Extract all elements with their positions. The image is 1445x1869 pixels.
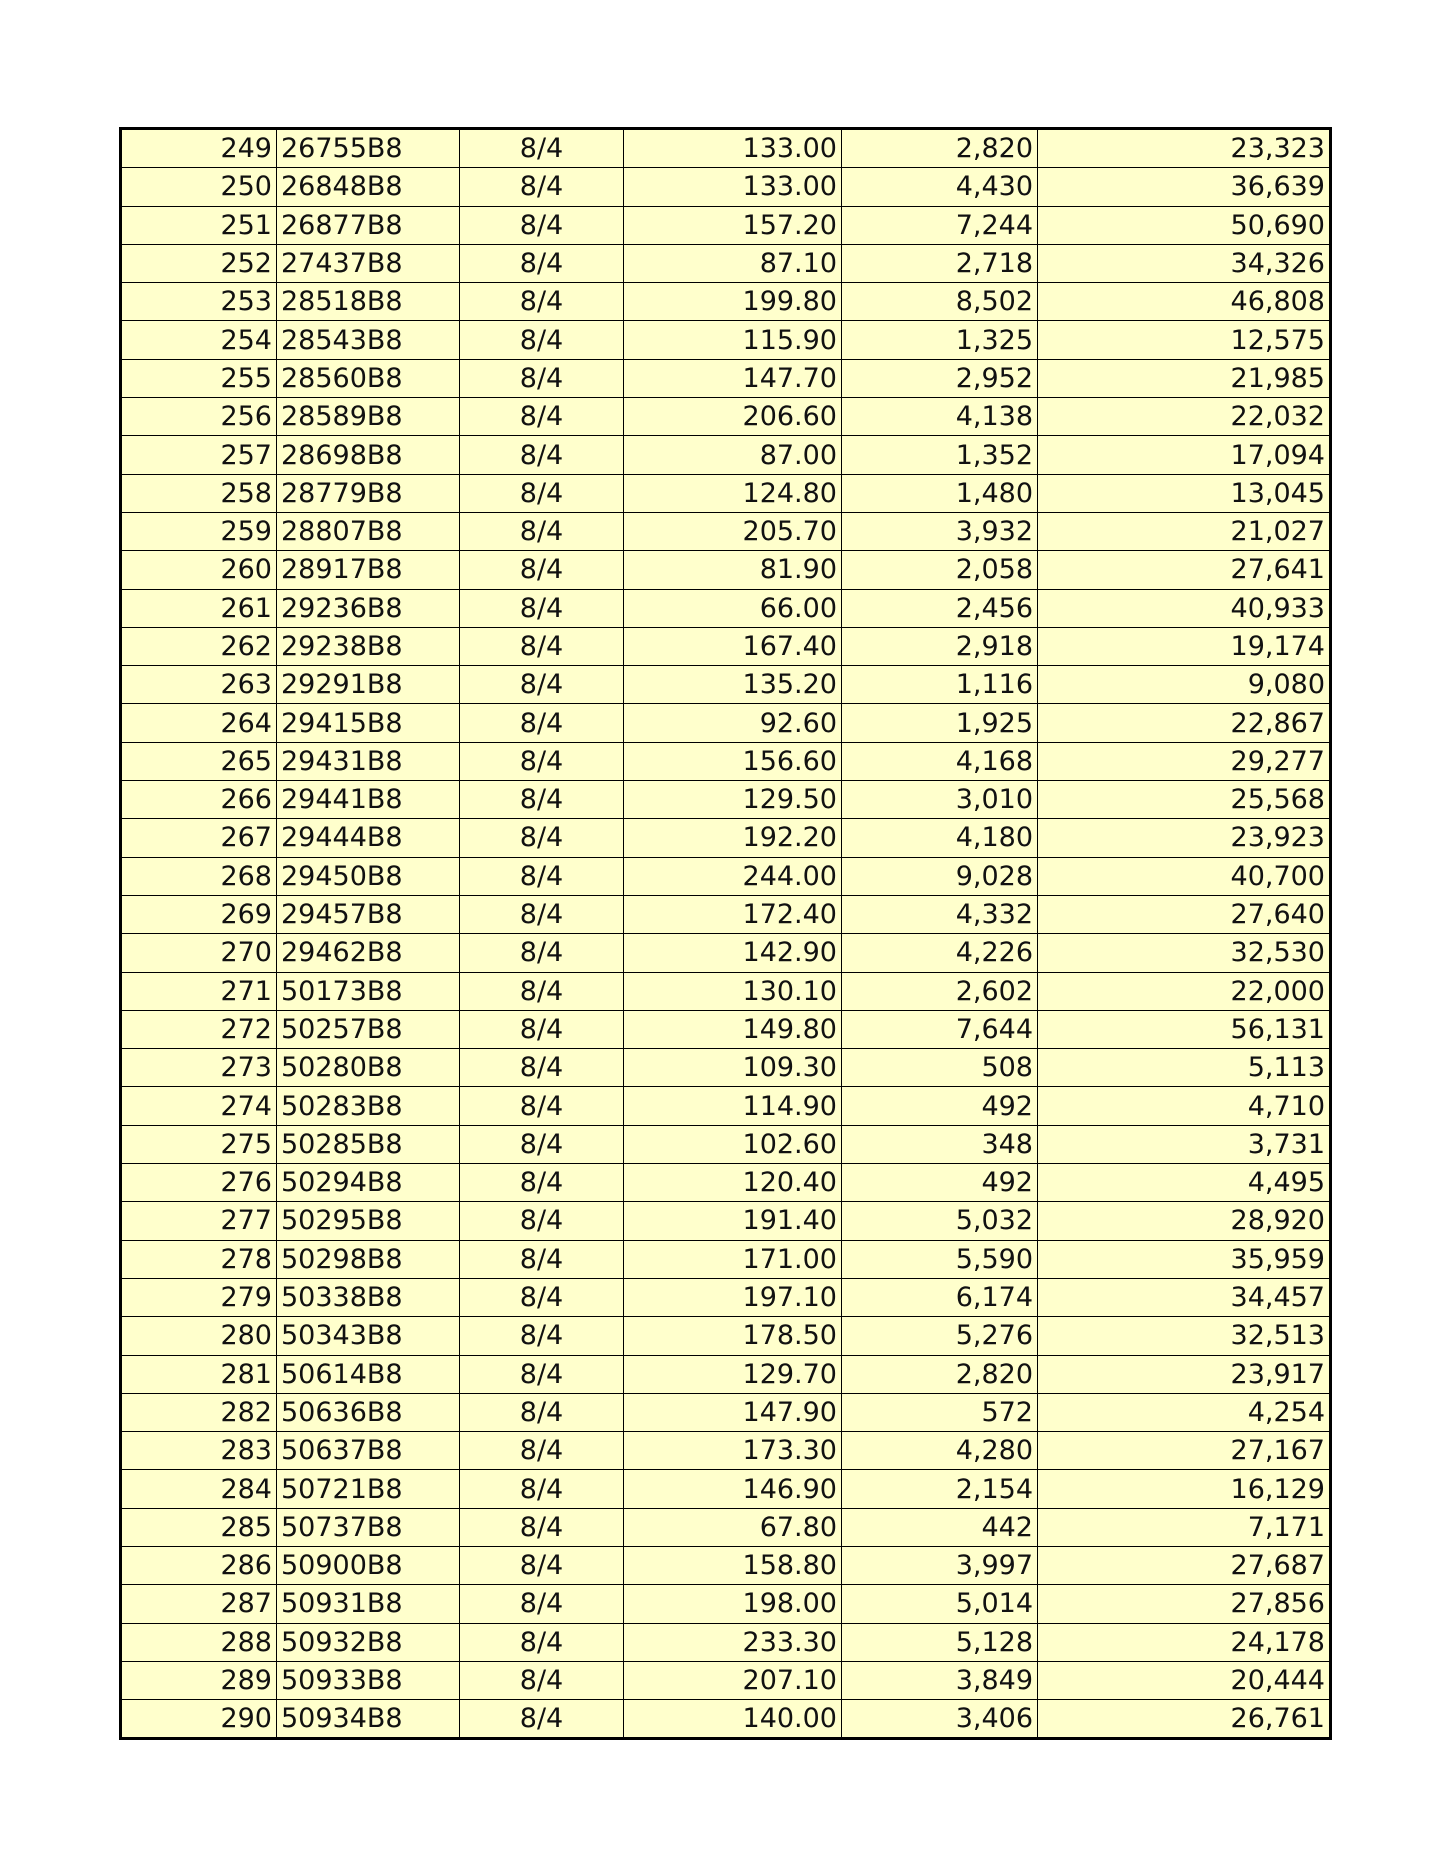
row-number-cell: 282 [121, 1393, 277, 1431]
row-number-cell: 277 [121, 1202, 277, 1240]
size-cell: 8/4 [460, 436, 624, 474]
value-b-cell: 492 [842, 1164, 1038, 1202]
row-number-cell: 284 [121, 1470, 277, 1508]
size-cell: 8/4 [460, 895, 624, 933]
item-code-cell: 29291B8 [277, 666, 460, 704]
value-b-cell: 3,406 [842, 1700, 1038, 1739]
value-a-cell: 192.20 [624, 819, 842, 857]
item-code-cell: 28518B8 [277, 283, 460, 321]
size-cell: 8/4 [460, 819, 624, 857]
value-c-cell: 23,323 [1038, 129, 1331, 168]
size-cell: 8/4 [460, 1049, 624, 1087]
value-c-cell: 5,113 [1038, 1049, 1331, 1087]
value-b-cell: 3,932 [842, 512, 1038, 550]
value-c-cell: 22,032 [1038, 398, 1331, 436]
item-code-cell: 28807B8 [277, 512, 460, 550]
row-number-cell: 270 [121, 934, 277, 972]
value-a-cell: 158.80 [624, 1546, 842, 1584]
size-cell: 8/4 [460, 206, 624, 244]
item-code-cell: 50932B8 [277, 1623, 460, 1661]
row-number-cell: 280 [121, 1317, 277, 1355]
row-number-cell: 264 [121, 704, 277, 742]
table-row [121, 1202, 1331, 1240]
value-b-cell: 2,058 [842, 551, 1038, 589]
row-number-cell: 269 [121, 895, 277, 933]
table-row [121, 666, 1331, 704]
table-row [121, 474, 1331, 512]
row-number-cell: 278 [121, 1240, 277, 1278]
value-c-cell: 17,094 [1038, 436, 1331, 474]
size-cell: 8/4 [460, 474, 624, 512]
value-c-cell: 13,045 [1038, 474, 1331, 512]
value-a-cell: 109.30 [624, 1049, 842, 1087]
value-c-cell: 50,690 [1038, 206, 1331, 244]
item-code-cell: 29457B8 [277, 895, 460, 933]
table-row [121, 244, 1331, 282]
value-c-cell: 23,917 [1038, 1355, 1331, 1393]
item-code-cell: 26877B8 [277, 206, 460, 244]
table-row [121, 627, 1331, 665]
size-cell: 8/4 [460, 551, 624, 589]
table-row [121, 398, 1331, 436]
value-a-cell: 142.90 [624, 934, 842, 972]
value-b-cell: 3,997 [842, 1546, 1038, 1584]
size-cell: 8/4 [460, 1508, 624, 1546]
value-c-cell: 27,640 [1038, 895, 1331, 933]
value-b-cell: 5,276 [842, 1317, 1038, 1355]
value-a-cell: 147.90 [624, 1393, 842, 1431]
value-a-cell: 191.40 [624, 1202, 842, 1240]
row-number-cell: 257 [121, 436, 277, 474]
row-number-cell: 273 [121, 1049, 277, 1087]
value-a-cell: 172.40 [624, 895, 842, 933]
row-number-cell: 272 [121, 1010, 277, 1048]
value-c-cell: 4,495 [1038, 1164, 1331, 1202]
value-b-cell: 2,154 [842, 1470, 1038, 1508]
table-row [121, 1278, 1331, 1316]
item-code-cell: 50285B8 [277, 1125, 460, 1163]
value-c-cell: 34,326 [1038, 244, 1331, 282]
size-cell: 8/4 [460, 1393, 624, 1431]
row-number-cell: 287 [121, 1585, 277, 1623]
value-c-cell: 36,639 [1038, 168, 1331, 206]
value-c-cell: 19,174 [1038, 627, 1331, 665]
table-row [121, 168, 1331, 206]
item-code-cell: 50614B8 [277, 1355, 460, 1393]
item-code-cell: 29450B8 [277, 857, 460, 895]
table-row [121, 512, 1331, 550]
value-a-cell: 206.60 [624, 398, 842, 436]
row-number-cell: 254 [121, 321, 277, 359]
value-c-cell: 16,129 [1038, 1470, 1331, 1508]
size-cell: 8/4 [460, 1623, 624, 1661]
value-b-cell: 4,280 [842, 1432, 1038, 1470]
item-code-cell: 50933B8 [277, 1661, 460, 1699]
value-b-cell: 492 [842, 1087, 1038, 1125]
item-code-cell: 50931B8 [277, 1585, 460, 1623]
value-a-cell: 207.10 [624, 1661, 842, 1699]
value-c-cell: 21,985 [1038, 359, 1331, 397]
value-a-cell: 67.80 [624, 1508, 842, 1546]
value-b-cell: 4,138 [842, 398, 1038, 436]
row-number-cell: 251 [121, 206, 277, 244]
value-c-cell: 3,731 [1038, 1125, 1331, 1163]
row-number-cell: 258 [121, 474, 277, 512]
value-a-cell: 197.10 [624, 1278, 842, 1316]
value-b-cell: 9,028 [842, 857, 1038, 895]
size-cell: 8/4 [460, 781, 624, 819]
row-number-cell: 275 [121, 1125, 277, 1163]
value-b-cell: 2,820 [842, 1355, 1038, 1393]
value-a-cell: 115.90 [624, 321, 842, 359]
row-number-cell: 268 [121, 857, 277, 895]
size-cell: 8/4 [460, 1432, 624, 1470]
row-number-cell: 250 [121, 168, 277, 206]
value-c-cell: 32,513 [1038, 1317, 1331, 1355]
value-a-cell: 244.00 [624, 857, 842, 895]
table-row [121, 359, 1331, 397]
table-row [121, 551, 1331, 589]
table-row [121, 589, 1331, 627]
size-cell: 8/4 [460, 1700, 624, 1739]
value-c-cell: 4,710 [1038, 1087, 1331, 1125]
size-cell: 8/4 [460, 704, 624, 742]
table-row [121, 1700, 1331, 1739]
value-c-cell: 4,254 [1038, 1393, 1331, 1431]
value-a-cell: 81.90 [624, 551, 842, 589]
value-b-cell: 7,244 [842, 206, 1038, 244]
size-cell: 8/4 [460, 168, 624, 206]
item-code-cell: 27437B8 [277, 244, 460, 282]
value-a-cell: 129.50 [624, 781, 842, 819]
value-b-cell: 3,010 [842, 781, 1038, 819]
item-code-cell: 50934B8 [277, 1700, 460, 1739]
value-a-cell: 129.70 [624, 1355, 842, 1393]
item-code-cell: 50295B8 [277, 1202, 460, 1240]
value-a-cell: 205.70 [624, 512, 842, 550]
value-a-cell: 146.90 [624, 1470, 842, 1508]
size-cell: 8/4 [460, 972, 624, 1010]
value-c-cell: 23,923 [1038, 819, 1331, 857]
size-cell: 8/4 [460, 512, 624, 550]
table-row [121, 1049, 1331, 1087]
item-code-cell: 29415B8 [277, 704, 460, 742]
value-b-cell: 1,925 [842, 704, 1038, 742]
value-a-cell: 171.00 [624, 1240, 842, 1278]
value-b-cell: 2,456 [842, 589, 1038, 627]
size-cell: 8/4 [460, 1164, 624, 1202]
row-number-cell: 260 [121, 551, 277, 589]
item-code-cell: 29441B8 [277, 781, 460, 819]
table-row [121, 1087, 1331, 1125]
item-code-cell: 28698B8 [277, 436, 460, 474]
value-c-cell: 40,933 [1038, 589, 1331, 627]
item-code-cell: 26755B8 [277, 129, 460, 168]
row-number-cell: 267 [121, 819, 277, 857]
value-a-cell: 130.10 [624, 972, 842, 1010]
value-c-cell: 25,568 [1038, 781, 1331, 819]
table-row [121, 321, 1331, 359]
value-b-cell: 7,644 [842, 1010, 1038, 1048]
size-cell: 8/4 [460, 1355, 624, 1393]
table-row [121, 819, 1331, 857]
value-b-cell: 4,226 [842, 934, 1038, 972]
value-c-cell: 26,761 [1038, 1700, 1331, 1739]
row-number-cell: 283 [121, 1432, 277, 1470]
value-c-cell: 40,700 [1038, 857, 1331, 895]
table-row [121, 436, 1331, 474]
table-row [121, 972, 1331, 1010]
size-cell: 8/4 [460, 1546, 624, 1584]
table-row [121, 1317, 1331, 1355]
value-b-cell: 2,952 [842, 359, 1038, 397]
item-code-cell: 50900B8 [277, 1546, 460, 1584]
value-b-cell: 5,032 [842, 1202, 1038, 1240]
value-c-cell: 34,457 [1038, 1278, 1331, 1316]
value-c-cell: 28,920 [1038, 1202, 1331, 1240]
value-c-cell: 27,641 [1038, 551, 1331, 589]
item-code-cell: 28589B8 [277, 398, 460, 436]
value-b-cell: 508 [842, 1049, 1038, 1087]
table-row [121, 1661, 1331, 1699]
table-row [121, 1432, 1331, 1470]
row-number-cell: 289 [121, 1661, 277, 1699]
value-a-cell: 149.80 [624, 1010, 842, 1048]
value-b-cell: 1,480 [842, 474, 1038, 512]
row-number-cell: 255 [121, 359, 277, 397]
value-a-cell: 156.60 [624, 742, 842, 780]
value-a-cell: 92.60 [624, 704, 842, 742]
item-code-cell: 50721B8 [277, 1470, 460, 1508]
size-cell: 8/4 [460, 627, 624, 665]
value-c-cell: 27,167 [1038, 1432, 1331, 1470]
value-b-cell: 2,718 [842, 244, 1038, 282]
value-b-cell: 8,502 [842, 283, 1038, 321]
value-b-cell: 3,849 [842, 1661, 1038, 1699]
value-c-cell: 9,080 [1038, 666, 1331, 704]
row-number-cell: 285 [121, 1508, 277, 1546]
table-row [121, 704, 1331, 742]
table-row [121, 742, 1331, 780]
table-row [121, 781, 1331, 819]
value-c-cell: 7,171 [1038, 1508, 1331, 1546]
row-number-cell: 288 [121, 1623, 277, 1661]
item-code-cell: 50283B8 [277, 1087, 460, 1125]
row-number-cell: 262 [121, 627, 277, 665]
item-code-cell: 50173B8 [277, 972, 460, 1010]
row-number-cell: 266 [121, 781, 277, 819]
value-b-cell: 4,168 [842, 742, 1038, 780]
value-b-cell: 1,116 [842, 666, 1038, 704]
row-number-cell: 265 [121, 742, 277, 780]
size-cell: 8/4 [460, 1240, 624, 1278]
table-row [121, 1546, 1331, 1584]
value-a-cell: 87.00 [624, 436, 842, 474]
value-a-cell: 233.30 [624, 1623, 842, 1661]
value-a-cell: 124.80 [624, 474, 842, 512]
size-cell: 8/4 [460, 1202, 624, 1240]
item-code-cell: 28560B8 [277, 359, 460, 397]
size-cell: 8/4 [460, 1125, 624, 1163]
value-a-cell: 173.30 [624, 1432, 842, 1470]
table-row [121, 129, 1331, 168]
value-b-cell: 348 [842, 1125, 1038, 1163]
table-row [121, 895, 1331, 933]
value-a-cell: 178.50 [624, 1317, 842, 1355]
size-cell: 8/4 [460, 742, 624, 780]
item-code-cell: 50280B8 [277, 1049, 460, 1087]
value-b-cell: 4,430 [842, 168, 1038, 206]
value-a-cell: 133.00 [624, 168, 842, 206]
value-a-cell: 167.40 [624, 627, 842, 665]
value-b-cell: 5,128 [842, 1623, 1038, 1661]
table-row [121, 857, 1331, 895]
row-number-cell: 252 [121, 244, 277, 282]
value-b-cell: 442 [842, 1508, 1038, 1546]
size-cell: 8/4 [460, 1010, 624, 1048]
table-row [121, 1164, 1331, 1202]
row-number-cell: 263 [121, 666, 277, 704]
row-number-cell: 261 [121, 589, 277, 627]
size-cell: 8/4 [460, 857, 624, 895]
value-c-cell: 22,000 [1038, 972, 1331, 1010]
row-number-cell: 281 [121, 1355, 277, 1393]
size-cell: 8/4 [460, 1585, 624, 1623]
size-cell: 8/4 [460, 244, 624, 282]
row-number-cell: 286 [121, 1546, 277, 1584]
size-cell: 8/4 [460, 666, 624, 704]
value-a-cell: 198.00 [624, 1585, 842, 1623]
value-c-cell: 21,027 [1038, 512, 1331, 550]
value-b-cell: 6,174 [842, 1278, 1038, 1316]
value-a-cell: 102.60 [624, 1125, 842, 1163]
table-row [121, 1240, 1331, 1278]
value-b-cell: 1,325 [842, 321, 1038, 359]
value-b-cell: 4,332 [842, 895, 1038, 933]
value-b-cell: 5,590 [842, 1240, 1038, 1278]
value-b-cell: 1,352 [842, 436, 1038, 474]
row-number-cell: 253 [121, 283, 277, 321]
item-code-cell: 50338B8 [277, 1278, 460, 1316]
row-number-cell: 276 [121, 1164, 277, 1202]
item-code-cell: 50298B8 [277, 1240, 460, 1278]
size-cell: 8/4 [460, 1087, 624, 1125]
row-number-cell: 290 [121, 1700, 277, 1739]
value-a-cell: 135.20 [624, 666, 842, 704]
row-number-cell: 274 [121, 1087, 277, 1125]
value-a-cell: 140.00 [624, 1700, 842, 1739]
item-code-cell: 28779B8 [277, 474, 460, 512]
table-row [121, 1355, 1331, 1393]
value-a-cell: 199.80 [624, 283, 842, 321]
value-c-cell: 27,856 [1038, 1585, 1331, 1623]
value-c-cell: 27,687 [1038, 1546, 1331, 1584]
size-cell: 8/4 [460, 321, 624, 359]
item-code-cell: 50343B8 [277, 1317, 460, 1355]
item-code-cell: 50737B8 [277, 1508, 460, 1546]
item-code-cell: 50636B8 [277, 1393, 460, 1431]
value-b-cell: 572 [842, 1393, 1038, 1431]
value-c-cell: 22,867 [1038, 704, 1331, 742]
value-c-cell: 56,131 [1038, 1010, 1331, 1048]
size-cell: 8/4 [460, 1278, 624, 1316]
value-a-cell: 87.10 [624, 244, 842, 282]
size-cell: 8/4 [460, 934, 624, 972]
table-row [121, 283, 1331, 321]
size-cell: 8/4 [460, 283, 624, 321]
value-c-cell: 29,277 [1038, 742, 1331, 780]
value-c-cell: 46,808 [1038, 283, 1331, 321]
item-code-cell: 29236B8 [277, 589, 460, 627]
value-a-cell: 120.40 [624, 1164, 842, 1202]
item-code-cell: 29444B8 [277, 819, 460, 857]
table-row [121, 1010, 1331, 1048]
table-body [121, 129, 1331, 1739]
value-a-cell: 66.00 [624, 589, 842, 627]
data-table [119, 127, 1332, 1740]
table-row [121, 1585, 1331, 1623]
size-cell: 8/4 [460, 1470, 624, 1508]
value-c-cell: 12,575 [1038, 321, 1331, 359]
value-c-cell: 35,959 [1038, 1240, 1331, 1278]
size-cell: 8/4 [460, 589, 624, 627]
value-a-cell: 157.20 [624, 206, 842, 244]
item-code-cell: 29238B8 [277, 627, 460, 665]
table-row [121, 1470, 1331, 1508]
item-code-cell: 28917B8 [277, 551, 460, 589]
value-c-cell: 24,178 [1038, 1623, 1331, 1661]
value-c-cell: 32,530 [1038, 934, 1331, 972]
table-row [121, 1508, 1331, 1546]
value-b-cell: 4,180 [842, 819, 1038, 857]
value-c-cell: 20,444 [1038, 1661, 1331, 1699]
item-code-cell: 50294B8 [277, 1164, 460, 1202]
size-cell: 8/4 [460, 1661, 624, 1699]
size-cell: 8/4 [460, 1317, 624, 1355]
size-cell: 8/4 [460, 129, 624, 168]
value-b-cell: 2,602 [842, 972, 1038, 1010]
row-number-cell: 256 [121, 398, 277, 436]
row-number-cell: 271 [121, 972, 277, 1010]
item-code-cell: 50637B8 [277, 1432, 460, 1470]
value-b-cell: 5,014 [842, 1585, 1038, 1623]
table-row [121, 206, 1331, 244]
row-number-cell: 279 [121, 1278, 277, 1316]
table-row [121, 1125, 1331, 1163]
value-a-cell: 114.90 [624, 1087, 842, 1125]
size-cell: 8/4 [460, 398, 624, 436]
size-cell: 8/4 [460, 359, 624, 397]
row-number-cell: 249 [121, 129, 277, 168]
value-a-cell: 147.70 [624, 359, 842, 397]
value-b-cell: 2,820 [842, 129, 1038, 168]
item-code-cell: 29462B8 [277, 934, 460, 972]
table-row [121, 1393, 1331, 1431]
item-code-cell: 26848B8 [277, 168, 460, 206]
table-row [121, 934, 1331, 972]
item-code-cell: 29431B8 [277, 742, 460, 780]
item-code-cell: 50257B8 [277, 1010, 460, 1048]
table-row [121, 1623, 1331, 1661]
item-code-cell: 28543B8 [277, 321, 460, 359]
value-b-cell: 2,918 [842, 627, 1038, 665]
value-a-cell: 133.00 [624, 129, 842, 168]
row-number-cell: 259 [121, 512, 277, 550]
